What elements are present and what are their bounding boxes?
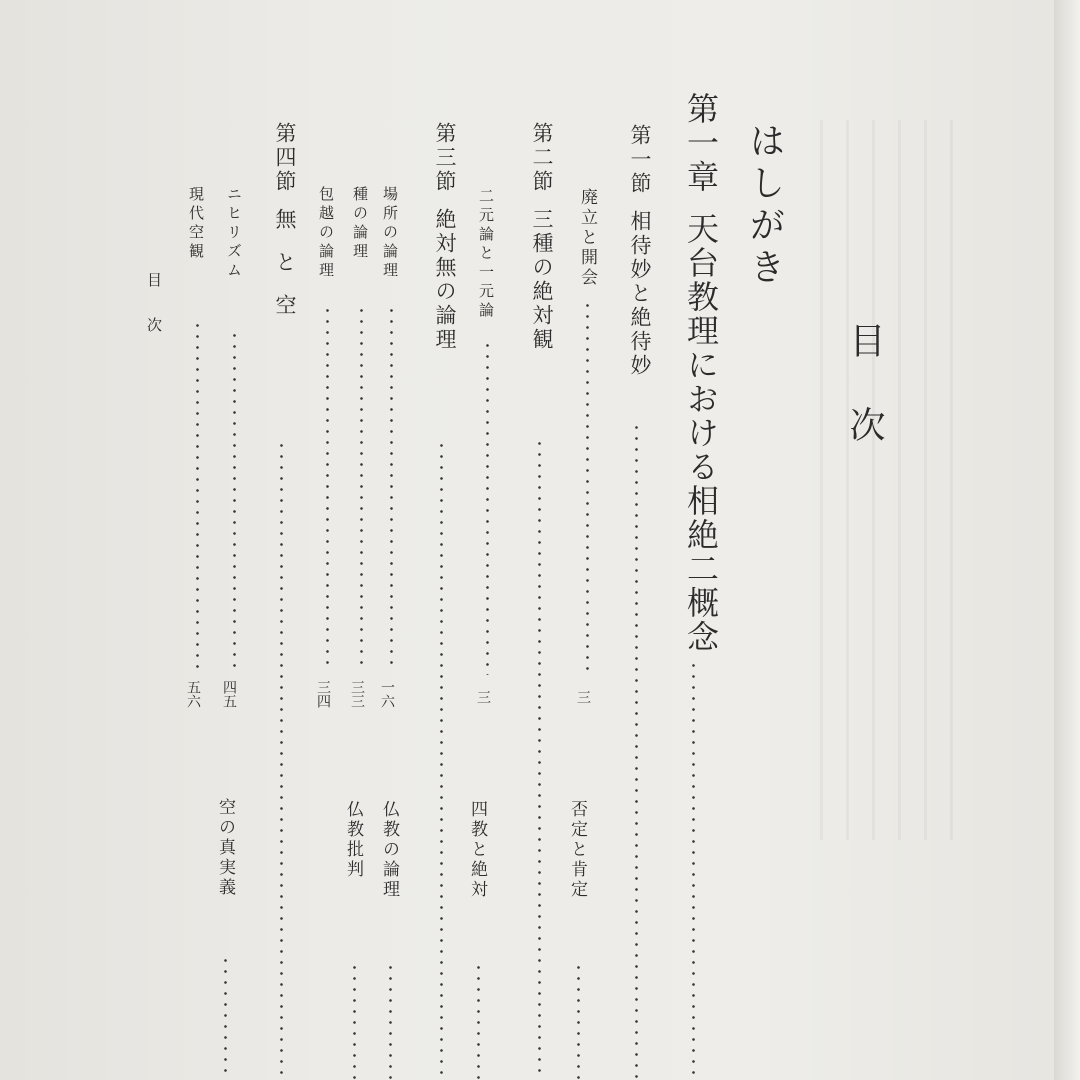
toc-title: 目 次 — [844, 322, 885, 448]
chapter1-heading[interactable] — [678, 92, 724, 654]
section2-title: 三種の絶対観 — [530, 208, 554, 352]
page-number: 一六 — [379, 680, 395, 708]
page-number: 三四 — [315, 680, 331, 708]
entry-leader-dots — [477, 962, 480, 1080]
chapter1-label: 第一章 — [682, 92, 720, 194]
page-number: 三 — [475, 690, 491, 704]
toc-entry-text[interactable]: 空の真実義 — [215, 798, 235, 898]
preface-entry[interactable]: はしがき — [744, 122, 785, 290]
section2-leader-dots — [538, 438, 541, 1080]
section1-leader-dots — [635, 422, 638, 1080]
section4-label: 第四節 — [273, 122, 297, 194]
running-footer: 目次 — [145, 272, 163, 362]
section2-label: 第二節 — [530, 122, 554, 194]
page-number: 三三 — [349, 680, 365, 708]
section1-title: 相待妙と絶待妙 — [628, 210, 652, 378]
section4-leader-dots — [280, 440, 283, 1080]
section3-title: 絶対無の論理 — [433, 208, 457, 352]
section4-title: 無と空 — [273, 208, 297, 337]
entry-leader-dots — [360, 305, 363, 670]
section3-label: 第三節 — [433, 122, 457, 194]
entry-leader-dots — [577, 962, 580, 1080]
toc-entry-text[interactable]: 否定と肯定 — [567, 800, 587, 900]
section3-leader-dots — [440, 440, 443, 1080]
entry-leader-dots — [353, 962, 356, 1080]
toc-entry-text[interactable]: 現代空観 — [187, 186, 205, 262]
chapter1-leader-dots — [692, 660, 695, 1080]
page-number: 三 — [575, 690, 591, 704]
entry-leader-dots — [486, 340, 489, 675]
entry-leader-dots — [390, 305, 393, 670]
section1-heading[interactable] — [625, 124, 655, 378]
chapter1-title: 天台教理における相絶二概念 — [682, 212, 720, 654]
entry-leader-dots — [224, 955, 227, 1080]
toc-entry-text[interactable]: 場所の論理 — [381, 186, 399, 281]
section3-heading[interactable] — [430, 122, 460, 352]
section4-heading[interactable] — [270, 122, 300, 337]
toc-entry-text[interactable]: 四教と絶対 — [467, 800, 487, 900]
page-edge — [1054, 0, 1080, 1080]
entry-leader-dots — [389, 962, 392, 1080]
toc-entry-text[interactable]: 包越の論理 — [317, 186, 335, 281]
toc-entry-text[interactable]: ニヒリズム — [225, 186, 243, 281]
entry-leader-dots — [586, 300, 589, 675]
page-number: 五六 — [185, 680, 201, 708]
section1-label: 第一節 — [628, 124, 652, 196]
bleed-through-text — [820, 120, 960, 840]
toc-entry-text[interactable]: 種の論理 — [351, 186, 369, 262]
toc-entry-text[interactable]: 廃立と開会 — [577, 188, 597, 288]
toc-entry-text[interactable]: 二元論と一元論 — [477, 188, 495, 321]
entry-leader-dots — [233, 330, 236, 670]
page-number: 四五 — [221, 680, 237, 708]
toc-entry-text[interactable]: 仏教の論理 — [379, 800, 399, 900]
section2-heading[interactable] — [527, 122, 557, 352]
entry-leader-dots — [196, 320, 199, 670]
entry-leader-dots — [326, 305, 329, 670]
toc-entry-text[interactable]: 仏教批判 — [343, 800, 363, 880]
